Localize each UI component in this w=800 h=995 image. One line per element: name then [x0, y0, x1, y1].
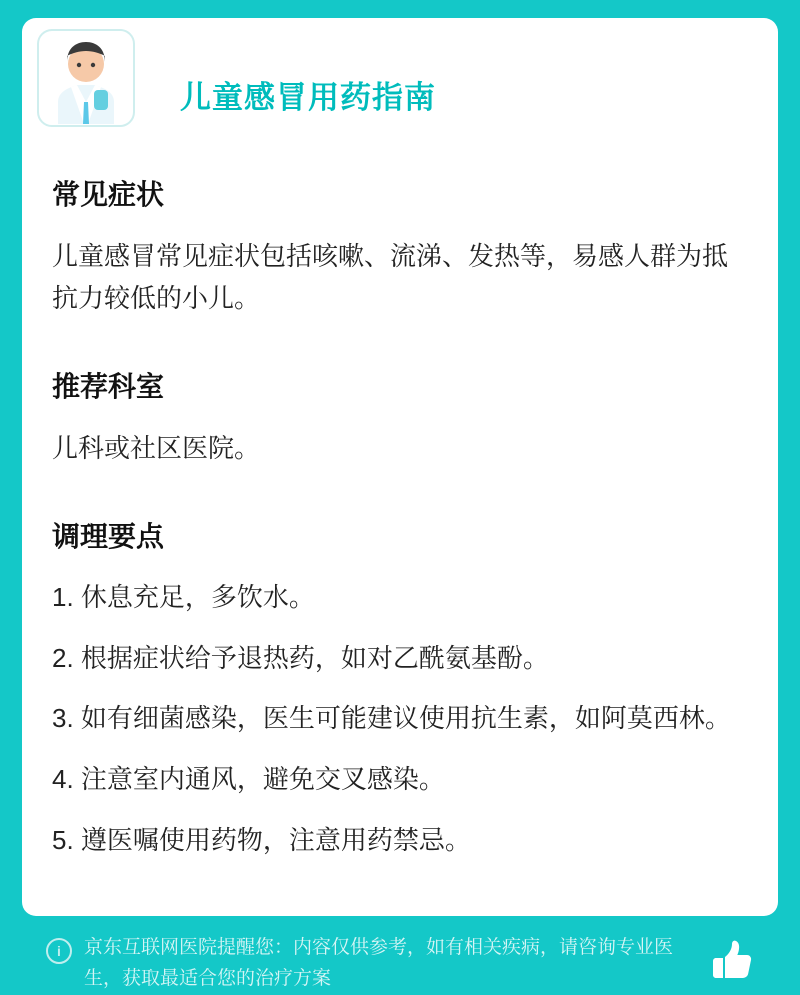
content-card [22, 18, 778, 916]
page-title: 儿童感冒用药指南 [180, 80, 436, 115]
section-heading-care-points: 调理要点 [52, 521, 165, 553]
doctor-avatar-icon [36, 28, 136, 128]
info-icon: i [46, 938, 72, 964]
footer-disclaimer [22, 916, 778, 995]
section-text-symptoms: 儿童感冒常见症状包括咳嗽、流涕、发热等，易感人群为抵抗力较低的小儿。 [52, 241, 729, 314]
list-item: 5. 遵医嘱使用药物，注意用药禁忌。 [52, 824, 471, 855]
list-item: 4. 注意室内通风，避免交叉感染。 [52, 763, 445, 794]
care-points-list [52, 577, 748, 860]
section-heading-symptoms: 常见症状 [52, 179, 165, 210]
section-heading-department: 推荐科室 [52, 371, 165, 403]
section-text-department: 儿科或社区医院。 [52, 433, 261, 464]
list-item: 3. 如有细菌感染，医生可能建议使用抗生素，如阿莫西林。 [52, 703, 731, 734]
disclaimer-text: 京东互联网医院提醒您：内容仅供参考，如有相关疾病，请咨询专业医生，获取最适合您的治疗方案 [84, 937, 674, 990]
list-item: 2. 根据症状给予退热药，如对乙酰氨基酚。 [52, 642, 549, 673]
list-item: 1. 休息充足，多饮水。 [52, 582, 315, 613]
